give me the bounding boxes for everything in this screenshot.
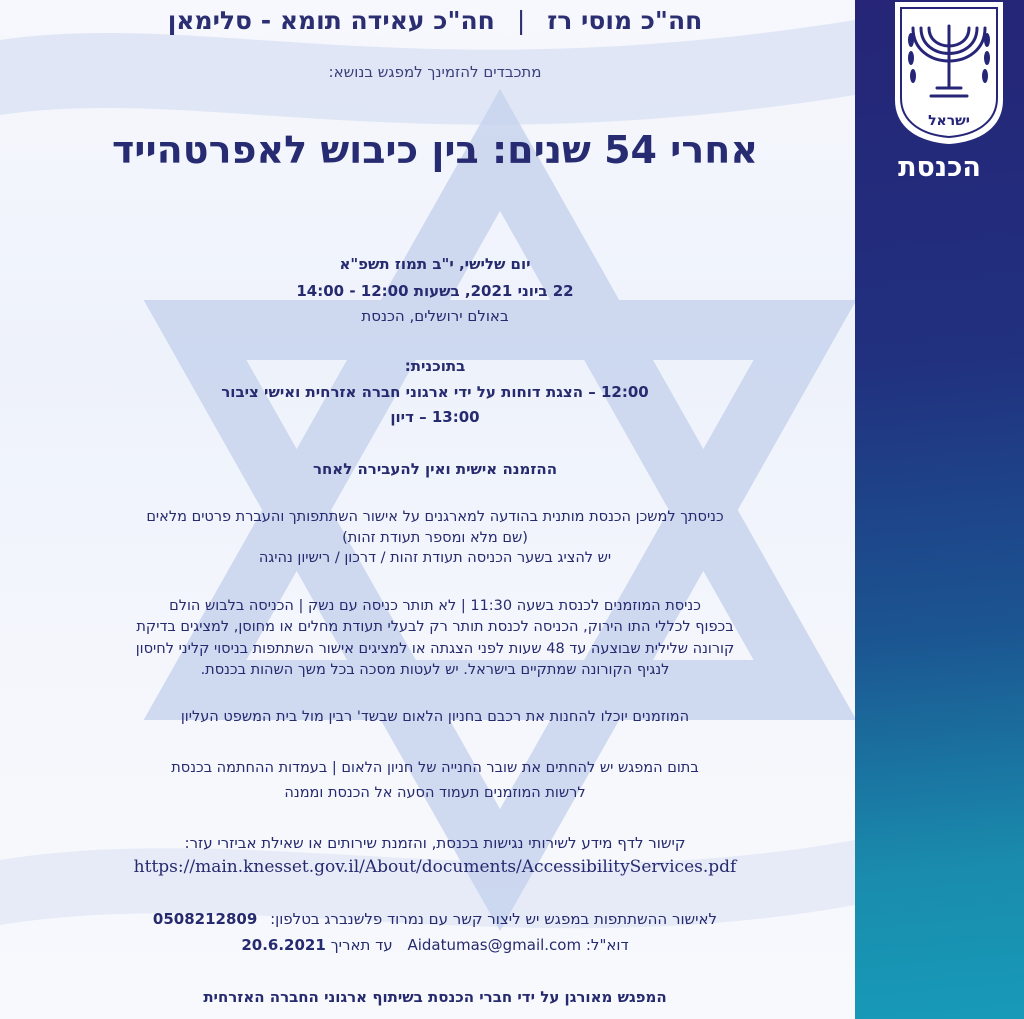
parking-info: המוזמנים יוכלו להחנות את רכבם בחניון הלאום שבשד' רבין מול בית המשפט העליון xyxy=(180,709,690,725)
accessibility-text: קישור לדף מידע לשירותי נגישות בכנסת, והזמנת שירותים או שאילת אביזרי עזר: xyxy=(184,834,686,852)
hosts-line xyxy=(40,6,830,35)
event-location: באולם ירושלים, הכנסת xyxy=(361,307,509,325)
covid-info-line: קורונה שלילית שבוצעה עד 48 שעות לפני הצגתה או למציגים אישור השתתפות בניסוי קליני לחיסון xyxy=(135,641,735,657)
emblem-text: ישראל xyxy=(928,113,970,129)
covid-info-line: כניסת המוזמנים לכנסת בשעה 11:30 | לא תותר כניסה עם נשק | הכניסה בלבוש הולם xyxy=(169,598,701,614)
host-right: חה"כ מוסי רז xyxy=(547,6,703,35)
rsvp-email[interactable]: Aidatumas@gmail.com xyxy=(407,936,582,954)
knesset-emblem-icon xyxy=(889,0,1009,146)
accessibility-link[interactable]: https://main.knesset.gov.il/About/documents/AccessibilityServices.pdf xyxy=(133,857,737,877)
covid-info-line: בכפוף לכללי התו הירוק, הכניסה לכנסת תותר רק לבעלי תעודת מחלים או מחוסן, למציגים בדיקת xyxy=(136,619,734,635)
page-title: אחרי 54 שנים: בין כיבוש לאפרטהייד xyxy=(111,128,759,172)
entry-info-line: כניסתך למשכן הכנסת מותנית בהודעה למארגנים על אישור השתתפותך והעברת פרטים מלאים xyxy=(146,509,724,525)
entry-info-line: (שם מלא ומספר תעודת זהות) xyxy=(342,530,528,546)
rsvp-email-label: דוא"ל: xyxy=(585,936,629,954)
invite-line: מתכבדים להזמינך למפגש בנושא: xyxy=(328,63,542,81)
event-day: יום שלישי, י"ב תמוז תשפ"א xyxy=(339,255,531,273)
footer-organizers: המפגש מאורגן על ידי חברי הכנסת בשיתוף ארגוני החברה האזרחית xyxy=(203,988,667,1006)
rsvp-phone[interactable]: 0508212809 xyxy=(152,910,258,928)
event-date-time: 22 ביוני 2021, בשעות 12:00 - 14:00 xyxy=(296,282,574,300)
knesset-sidebar xyxy=(855,0,1024,1019)
personal-note: ההזמנה אישית ואין להעבירה לאחר xyxy=(312,460,558,478)
rsvp-email-line xyxy=(40,936,830,954)
agenda-item: 13:00 – דיון xyxy=(390,408,480,426)
knesset-label: הכנסת xyxy=(898,152,981,183)
rsvp-deadline-label: עד תאריך xyxy=(330,936,393,954)
host-left: חה"כ עאידה תומא - סלימאן xyxy=(167,6,495,35)
agenda-heading: בתוכנית: xyxy=(404,357,466,375)
rsvp-deadline: 20.6.2021 xyxy=(241,936,326,954)
exit-info-line: בתום המפגש יש להחתים את שובר החנייה של חניון הלאום | בעמדות ההחתמה בכנסת xyxy=(171,760,699,776)
host-separator: | xyxy=(516,6,526,35)
agenda-item: 12:00 – הצגת דוחות על ידי ארגוני חברה אזרחית ואישי ציבור xyxy=(221,383,649,401)
rsvp-line xyxy=(40,910,830,928)
exit-info-line: לרשות המוזמנים תעמוד הסעה אל הכנסת וממנה xyxy=(284,785,586,801)
covid-info-line: לנגיף הקורונה שמתקיים בישראל. יש לעטות מסכה בכל משך השהות בכנסת. xyxy=(200,662,670,678)
entry-info-line: יש להציג בשער הכניסה תעודת זהות / דרכון / רישיון נהיגה xyxy=(258,550,612,566)
rsvp-text: לאישור ההשתתפות במפגש יש ליצור קשר עם נמרוד פלשנברג בטלפון: xyxy=(270,910,718,928)
